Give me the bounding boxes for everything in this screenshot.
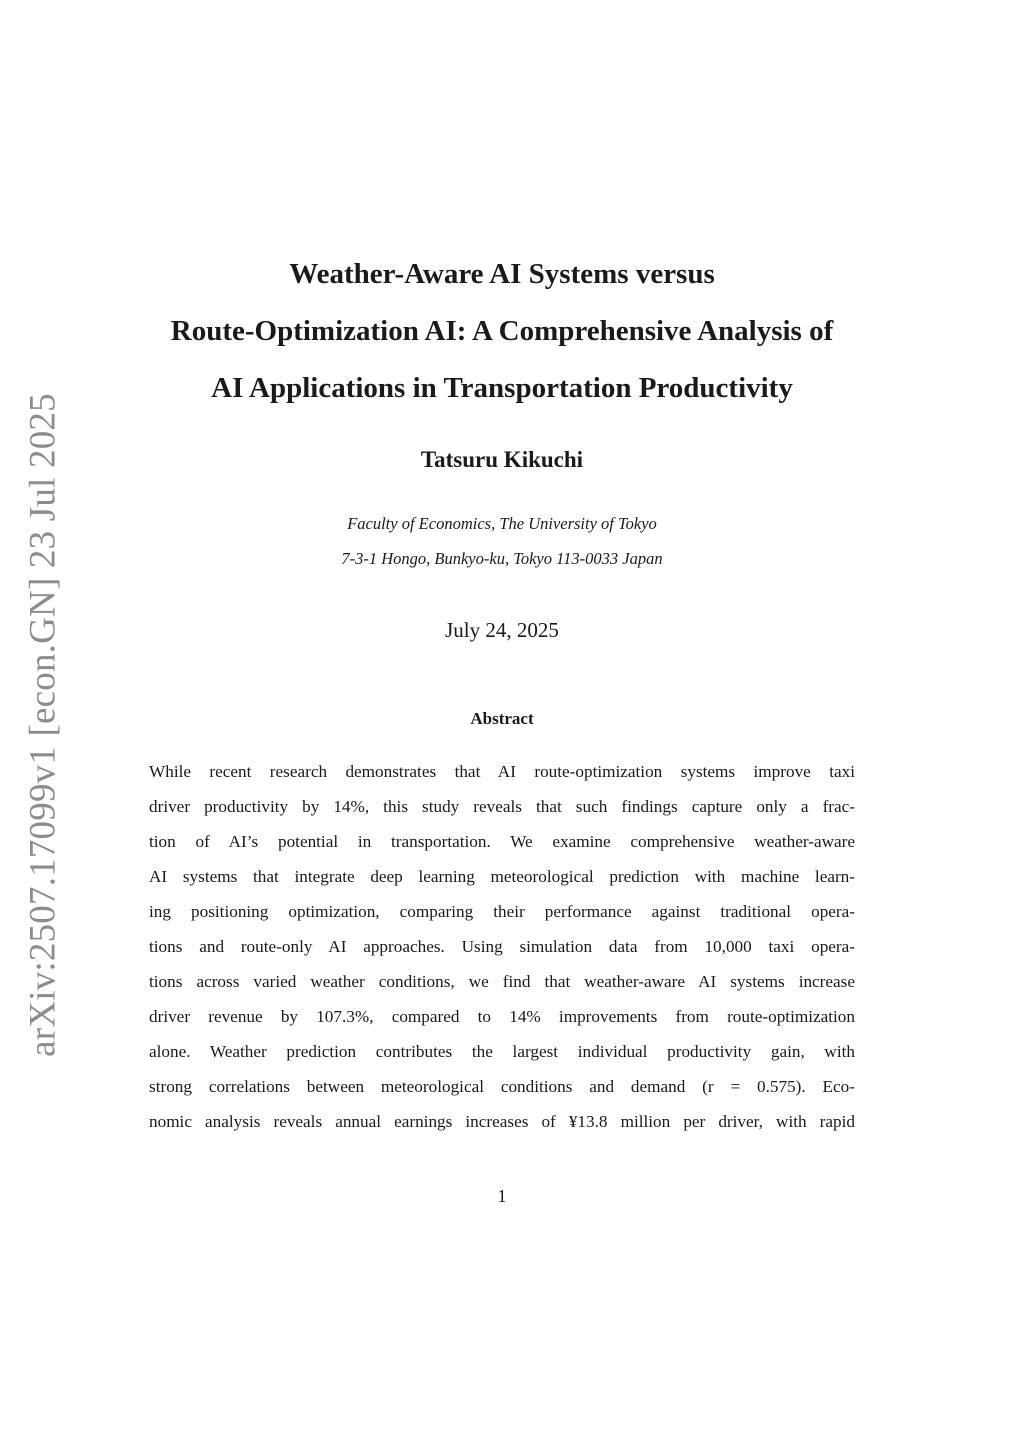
abstract-line: alone. Weather prediction contributes the largest individual productivity gain, with [149, 1042, 855, 1061]
page-number: 1 [497, 1186, 507, 1206]
title-line: Weather-Aware AI Systems versus [289, 258, 715, 290]
author-name: Tatsuru Kikuchi [420, 447, 584, 472]
publication-date: July 24, 2025 [445, 618, 559, 642]
arxiv-identifier-stamp: arXiv:2507.17099v1 [econ.GN] 23 Jul 2025 [22, 393, 64, 1057]
abstract-line: tion of AI’s potential in transportation. We examine comprehensive weather-aware [149, 832, 855, 851]
abstract-heading: Abstract [470, 709, 534, 728]
affiliation-line: Faculty of Economics, The University of Tokyo [347, 514, 657, 533]
author-affiliation [0, 506, 1004, 576]
abstract-line: driver revenue by 107.3%, compared to 14% improvements from route-optimization [149, 1007, 855, 1026]
abstract-line: AI systems that integrate deep learning meteorological prediction with machine learn- [149, 867, 855, 886]
abstract-line: ing positioning optimization, comparing their performance against traditional opera- [149, 902, 855, 921]
abstract-line: strong correlations between meteorological conditions and demand (r = 0.575). Eco- [149, 1077, 855, 1096]
title-line: AI Applications in Transportation Productivity [211, 372, 793, 404]
abstract-line: tions and route-only AI approaches. Using simulation data from 10,000 taxi opera- [149, 937, 855, 956]
abstract-line: nomic analysis reveals annual earnings increases of ¥13.8 million per driver, with rapid [149, 1112, 855, 1131]
affiliation-line: 7-3-1 Hongo, Bunkyo-ku, Tokyo 113-0033 Japan [341, 549, 663, 568]
paper-title [92, 246, 912, 417]
abstract-line: While recent research demonstrates that AI route-optimization systems improve taxi [149, 762, 855, 781]
abstract-line: driver productivity by 14%, this study reveals that such findings capture only a frac- [149, 797, 855, 816]
title-line: Route-Optimization AI: A Comprehensive Analysis of [170, 315, 834, 347]
abstract-body [149, 754, 855, 1139]
abstract-line: tions across varied weather conditions, we find that weather-aware AI systems increase [149, 972, 855, 991]
